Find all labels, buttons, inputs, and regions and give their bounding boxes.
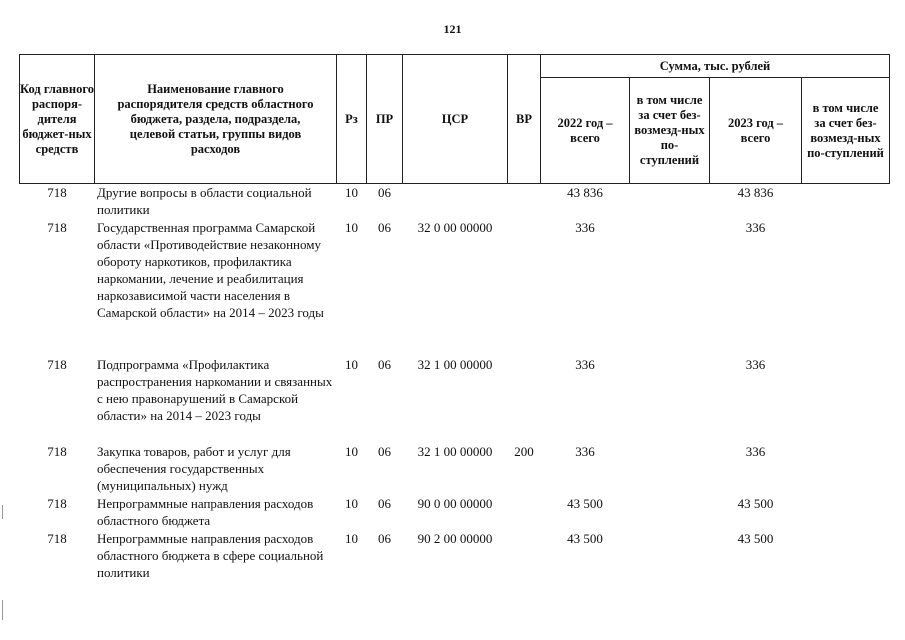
header-2023-free: в том числе за счет без-возмезд-ных по-ступлений — [801, 77, 890, 184]
row-sum-2023: 336 — [745, 357, 766, 372]
row-sum-2022: 43 500 — [567, 496, 603, 511]
header-code: Код главного распоря-дителя бюджет-ных средств — [19, 54, 95, 184]
row-code: 718 — [47, 357, 67, 372]
row-pr: 06 — [378, 220, 391, 235]
row-vr: 200 — [514, 444, 534, 459]
row-name: Другие вопросы в области социальной политики — [97, 185, 312, 217]
row-rz: 10 — [345, 531, 358, 546]
row-sum-2023: 43 500 — [737, 496, 774, 511]
header-2022-free: в том числе за счет без-возмезд-ных по-ступлений — [629, 77, 710, 184]
row-rz: 10 — [345, 444, 358, 459]
row-sum-2022: 336 — [575, 220, 595, 235]
row-pr: 06 — [378, 444, 391, 459]
row-rz: 10 — [345, 357, 358, 372]
row-sum-2022: 43 836 — [567, 185, 603, 200]
header-vr: ВР — [507, 54, 541, 184]
row-pr: 06 — [378, 531, 391, 546]
row-pr: 06 — [378, 185, 391, 200]
row-name: Непрограммные направления расходов областного бюджета в сфере социальной политики — [97, 531, 324, 580]
row-name: Подпрограмма «Профилактика распространения наркомании и связанных с нею правонарушений в Самарской области» на 2014 – 2023 годы — [97, 357, 333, 423]
row-code: 718 — [47, 220, 67, 235]
row-code: 718 — [47, 496, 67, 511]
row-csr: 90 0 00 00000 — [417, 496, 493, 511]
row-rz: 10 — [345, 496, 358, 511]
page-number: 121 — [443, 22, 462, 36]
header-rz: Рз — [336, 54, 367, 184]
scan-mark — [2, 600, 3, 620]
row-rz: 10 — [345, 220, 358, 235]
row-name: Государственная программа Самарской области «Противодействие незаконному обороту наркотиков, профилактика наркомании, лечение и реабилитация наркозависимой части населения в Самарской области» на 2014 – 2023 годы — [97, 220, 324, 320]
row-csr: 32 1 00 00000 — [417, 357, 493, 372]
header-2023-total: 2023 год – всего — [709, 77, 802, 184]
row-name: Закупка товаров, работ и услуг для обеспечения государственных (муниципальных) нужд — [97, 444, 291, 493]
row-sum-2023: 43 500 — [737, 531, 774, 546]
row-sum-2022: 43 500 — [567, 531, 603, 546]
header-2022-total: 2022 год – всего — [540, 77, 630, 184]
row-name: Непрограммные направления расходов областного бюджета — [97, 496, 314, 528]
row-rz: 10 — [345, 185, 358, 200]
header-csr: ЦСР — [402, 54, 508, 184]
header-pr: ПР — [366, 54, 403, 184]
row-sum-2023: 43 836 — [737, 185, 774, 200]
row-csr: 90 2 00 00000 — [417, 531, 493, 546]
scan-mark — [2, 505, 3, 519]
header-sum-group: Сумма, тыс. рублей — [540, 54, 890, 78]
row-pr: 06 — [378, 357, 391, 372]
row-csr: 32 0 00 00000 — [417, 220, 493, 235]
row-sum-2023: 336 — [745, 444, 766, 459]
row-sum-2022: 336 — [575, 444, 595, 459]
row-pr: 06 — [378, 496, 391, 511]
row-code: 718 — [47, 531, 67, 546]
row-code: 718 — [47, 444, 67, 459]
row-csr: 32 1 00 00000 — [417, 444, 493, 459]
header-name: Наименование главного распорядителя средств областного бюджета, раздела, подраздела, целевой статьи, группы видов расходов — [94, 54, 337, 184]
row-sum-2022: 336 — [575, 357, 595, 372]
row-code: 718 — [47, 185, 67, 200]
row-sum-2023: 336 — [745, 220, 766, 235]
